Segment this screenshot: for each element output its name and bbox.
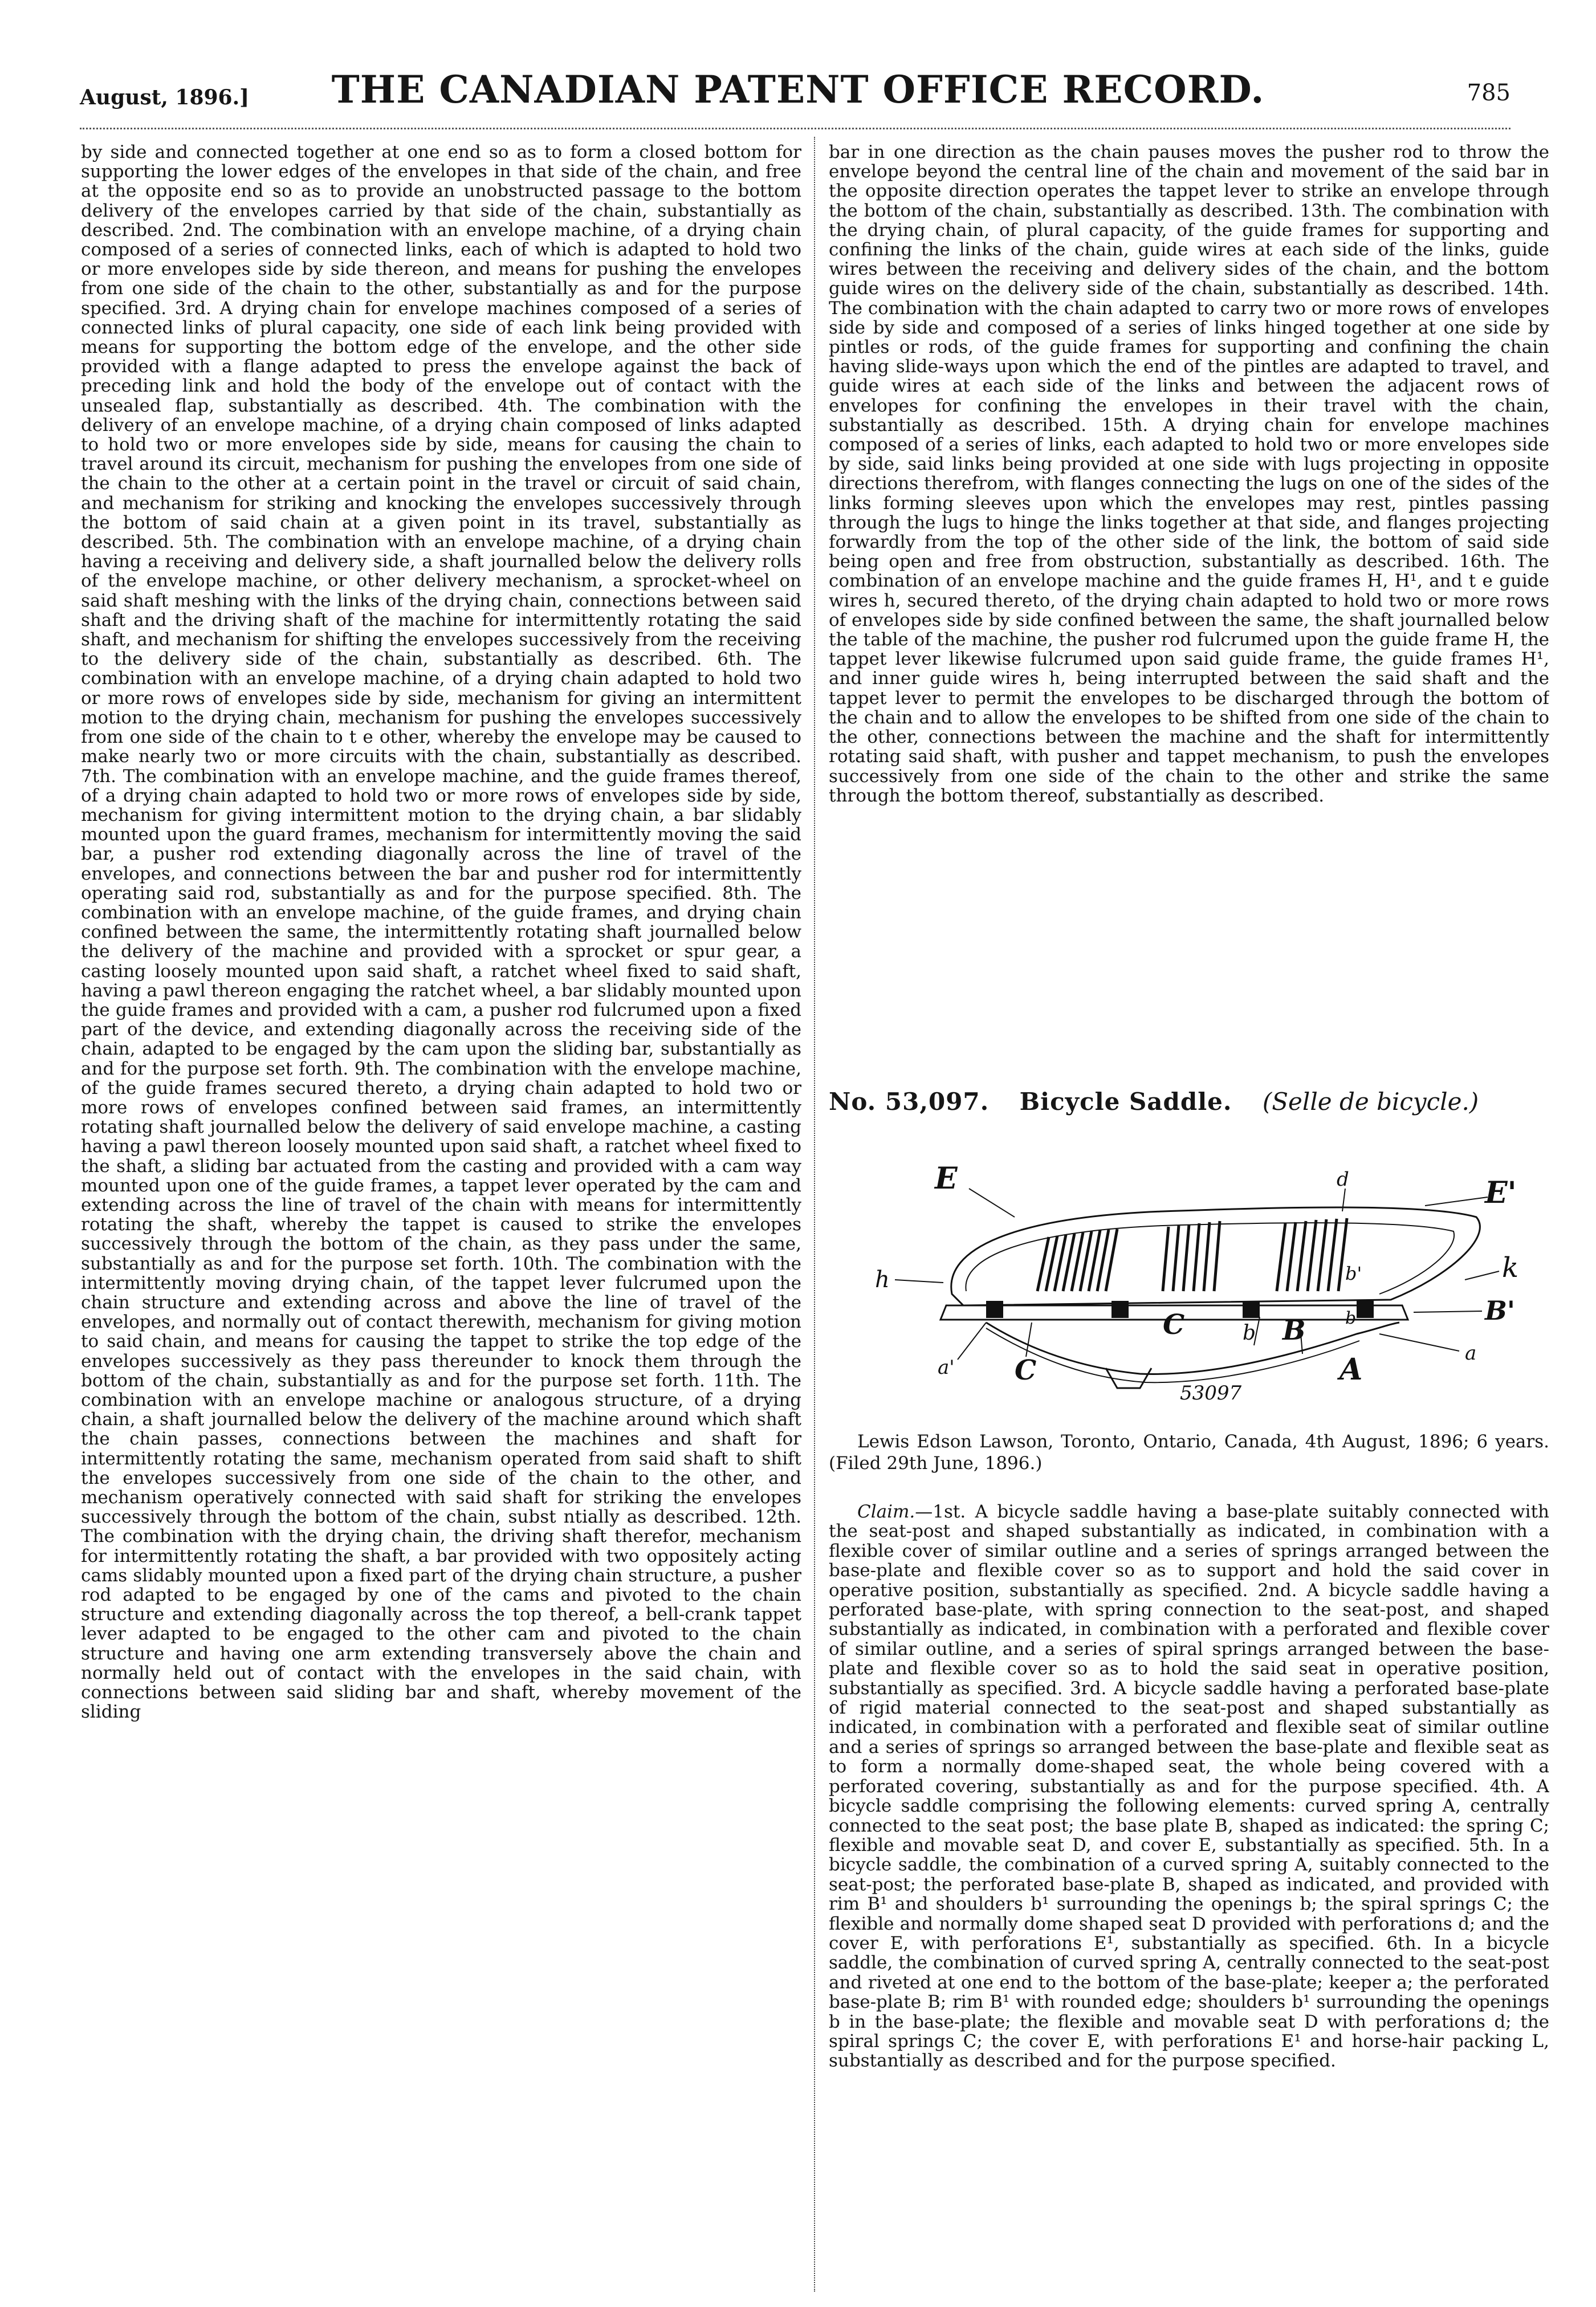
bicycle-saddle-figure [844, 1163, 1528, 1402]
patent-title: Bicycle Saddle. [1019, 1088, 1232, 1116]
fig-label-b: b [1243, 1321, 1256, 1345]
fig-label-d: d [1337, 1168, 1349, 1191]
fig-label-b1-lower: b' [1345, 1308, 1361, 1328]
page-number: 785 [1467, 80, 1510, 106]
fig-label-C-lower: C [1015, 1354, 1037, 1386]
patent-heading [829, 1088, 1549, 1116]
fig-label-B: B [1282, 1315, 1306, 1346]
left-column-text: by side and connected together at one end so as to form a closed bottom for supporting the lower edges of the envelopes in that side of the chain, and free at the opposite end so as to provide an unobstructed passage to the bottom delivery of the envelopes carried by that side of the chain, substantially as described. 2nd. The combination with an envelope machine, of a drying chain composed of a series of connected links, each of which is adapted to hold two or more envelopes side by side thereon, and means for pushing the envelopes from one side of the chain to the other, substantially as and for the purpose specified. 3rd. A drying chain for envelope machines composed of a series of connected links of plural capacity, one side of each link being provided with means for supporting the bottom edge of the envelope, and the other side provided with a flange adapted to press the envelope against the back of preceding link and hold the body of the envelope out of contact with the unsealed flap, substantially as described. 4th. The combination with the delivery of an envelope machine, of a drying chain composed of links adapted to hold two or more envelopes side by side, means for causing the chain to travel around its circuit, mechanism for pushing the envelopes from one side of the chain to the other at a certain point in the travel or circuit of said chain, and mechanism for striking and knocking the envelopes successively through the bottom of said chain at a given point in its travel, substantially as described. 5th. The combination with an envelope machine, of a drying chain having a receiving and delivery side, a shaft journalled below the delivery rolls of the envelope machine, or other delivery mechanism, a sprocket-wheel on said shaft meshing with the links of the drying chain, connections between said shaft and the driving shaft of the machine for intermittently rotating the said shaft, and mechanism for shifting the envelopes successively from the receiving to the delivery side of the chain, substantially as described. 6th. The combination with an envelope machine, of a drying chain adapted to hold two or more rows of envelopes side by side, mechanism for giving an intermittent motion to the drying chain, mechanism for pushing the envelopes successively from one side of the chain to t e other, whereby the envelope may be caused to make nearly two or more circuits with the chain, substantially as described. 7th. The combination with an envelope machine, and the guide frames thereof, of a drying chain adapted to hold two or more rows of envelopes side by side, mechanism for giving intermittent motion to the drying chain, a bar slidably mounted upon the guard frames, mechanism for intermittently moving the said bar, a pusher rod extending diagonally across the line of travel of the envelopes, and connections between the bar and pusher rod for intermittently operating said rod, substantially as and for the purpose specified. 8th. The combination with an envelope machine, of the guide frames, and drying chain confined between the same, the intermittently rotating shaft journalled below the delivery of the machine and provided with a sprocket or spur gear, a casting loosely mounted upon said shaft, a ratchet wheel fixed to said shaft, having a pawl thereon engaging the ratchet wheel, a bar slidably mounted upon the guide frames and provided with a cam, a pusher rod fulcrumed upon a fixed part of the device, and extending diagonally across the receiving side of the chain, adapted to be engaged by the cam upon the sliding bar, substantially as and for the purpose set forth. 9th. The combination with the envelope machine, of the guide frames secured thereto, a drying chain adapted to hold two or more rows of envelopes confined between said frames, an intermittently rotating shaft journalled below the delivery of said envelope machine, a casting having a pawl thereon loosely mounted upon said shaft, a ratchet wheel fixed to the shaft, a sliding bar actuated from the casting and provided with a cam way mounted upon one of the guide frames, a tappet lever operated by the cam and extending across the line of travel of the chain with means for intermittently rotating the shaft, whereby the tappet is caused to strike the envelopes successively through the bottom of the chain, as they pass under the same, substantially as and for the purpose set forth. 10th. The combination with the intermittently moving drying chain, of the tappet lever fulcrumed upon the chain structure and extending across and above the line of travel of the envelopes, and normally out of contact therewith, mechanism for giving motion to said chain, and means for causing the tappet to strike the top edge of the envelopes successively as they pass thereunder to knock them through the bottom of the chain, substantially as and for the purpose set forth. 11th. The combination with an envelope machine or analogous structure, of a drying chain, a shaft journalled below the delivery of the machine around which shaft the chain passes, connections between the machines and shaft for intermittently rotating the same, mechanism operated from said shaft to shift the envelopes successively from one side of the chain to the other, and mechanism operatively connected with said shaft for striking the envelopes successively through the bottom of the chain, subst ntially as described. 12th. The combination with the drying chain, the driving shaft therefor, mechanism for intermittently rotating the shaft, a bar provided with two oppositely acting cams slidably mounted upon a fixed part of the drying chain structure, a pusher rod adapted to be engaged by one of the cams and pivoted to the chain structure and extending diagonally across the top thereof, a bell-crank tappet lever adapted to be engaged to the other cam and pivoted to the chain structure and having one arm extending transversely above the chain and normally held out of contact with the envelopes in the said chain, with connections between said sliding bar and shaft, whereby movement of the sliding [81, 143, 801, 1723]
column-divider [814, 137, 815, 2292]
left-column [81, 143, 801, 2292]
fig-label-h: h [875, 1267, 890, 1293]
journal-title: THE CANADIAN PATENT OFFICE RECORD. [331, 67, 1265, 112]
header-rule [80, 128, 1510, 129]
fig-label-B1: B' [1485, 1295, 1515, 1326]
right-column-text: bar in one direction as the chain pauses moves the pusher rod to throw the envelope beyond the central line of the chain and movement of the said bar in the opposite direction operates the tappet lever to strike an envelope through the bottom of the chain, substantially as described. 13th. The combination with the drying chain, of plural capacity, of the guide frames for supporting and confining the links of the chain, guide wires at each side of the links, guide wires between the receiving and delivery sides of the chain, and the bottom guide wires on the delivery side of the chain, substantially as described. 14th. The combination with the chain adapted to carry two or more rows of envelopes side by side and composed of a series of links hinged together at one side by pintles or rods, of the guide frames for supporting and confining the chain having slide-ways upon which the end of the pintles are adapted to travel, and guide wires at each side of the links and between the adjacent rows of envelopes for confining the envelopes in their travel with the chain, substantially as described. 15th. A drying chain for envelope machines composed of a series of links, each adapted to hold two or more envelopes side by side, said links being provided at one side with lugs projecting in opposite directions therefrom, with flanges connecting the lugs on one of the sides of the links forming sleeves upon which the envelopes may rest, pintles passing through the lugs to hinge the links together at that side, and flanges projecting forwardly from the top of the other side of the link, the bottom of said side being open and free from obstruction, substantially as described. 16th. The combination of an envelope machine and the guide frames H, H¹, and t e guide wires h, secured thereto, of the drying chain adapted to hold two or more rows of envelopes side by side confined between the same, the shaft journalled below the table of the machine, the pusher rod fulcrumed upon the guide frame H, the tappet lever likewise fulcrumed upon said guide frame, the guide frames H¹, and inner guide wires h, being interrupted between the said shaft and the tappet lever to permit the envelopes to be discharged through the bottom of the chain and to allow the envelopes to be shifted from one side of the chain to the other, connections between the machine and the shaft for intermittently rotating said shaft, with pusher and tappet mechanism, to push the envelopes successively from one side of the chain to the other and strike the same through the bottom thereof, substantially as described. [829, 143, 1549, 806]
claim-lead: Claim. [857, 1502, 915, 1522]
fig-label-b1: b' [1345, 1263, 1362, 1284]
inventor-line: Lewis Edson Lawson, Toronto, Ontario, Canada, 4th August, 1896; 6 years. (Filed 29th June, 1896.) [829, 1431, 1549, 1474]
fig-label-a: a [1465, 1342, 1477, 1365]
patent-french-title: (Selle de bicycle.) [1262, 1088, 1479, 1116]
patent-claims [829, 1502, 1549, 2294]
claims-text: —1st. A bicycle saddle having a base-plate suitably connected with the seat-post and shaped substantially as indicated, in combination with a flexible cover of similar outline and a series of springs arranged between the base-plate and flexible cover so as to support and hold the said cover in operative position, substantially as specified. 2nd. A bicycle saddle having a perforated base-plate, with spring connection to the seat-post, and shaped substantially as indicated, in combination with a perforated and flexible cover of similar outline, and a series of spiral springs arranged between the base-plate and flexible cover so as to hold the said seat in operative position, substantially as specified. 3rd. A bicycle saddle having a perforated base-plate of rigid material connected to the seat-post and shaped substantially as indicated, in combination with a perforated and flexible seat of similar outline and a series of springs so arranged between the base-plate and flexible seat as to form a normally dome-shaped seat, the whole being covered with a perforated covering, substantially as and for the purpose specified. 4th. A bicycle saddle comprising the following elements: curved spring A, centrally connected to the seat post; the base plate B, shaped as indicated: the spring C; flexible and movable seat D, and cover E, substantially as specified. 5th. In a bicycle saddle, the combination of a curved spring A, suitably connected to the seat-post; the perforated base-plate B, shaped as indicated, and provided with rim B¹ and shoulders b¹ surrounding the openings b; the spiral springs C; the flexible and normally dome shaped seat D provided with perforations d; and the cover E, with perforations E¹, substantially as specified. 6th. In a bicycle saddle, the combination of curved spring A, centrally connected to the seat-post and riveted at one end to the bottom of the base-plate; keeper a; the perforated base-plate B; rim B¹ with rounded edge; shoulders b¹ surrounding the openings b in the base-plate; the flexible and movable seat D with perforations d; the spiral springs C; the cover E, with perforations E¹ and horse-hair packing L, substantially as described and for the purpose specified. [829, 1502, 1549, 2072]
fig-label-E: E [935, 1163, 958, 1196]
fig-label-A: A [1339, 1352, 1363, 1387]
issue-date: August, 1896.] [80, 86, 250, 109]
fig-number: 53097 [1180, 1382, 1242, 1402]
fig-label-k: k [1502, 1252, 1519, 1284]
fig-label-C-center: C [1163, 1309, 1185, 1341]
patent-number: No. 53,097. [829, 1088, 990, 1116]
right-column [829, 143, 1549, 1083]
fig-label-a1: a' [938, 1356, 955, 1379]
fig-label-E1: E' [1485, 1175, 1517, 1210]
